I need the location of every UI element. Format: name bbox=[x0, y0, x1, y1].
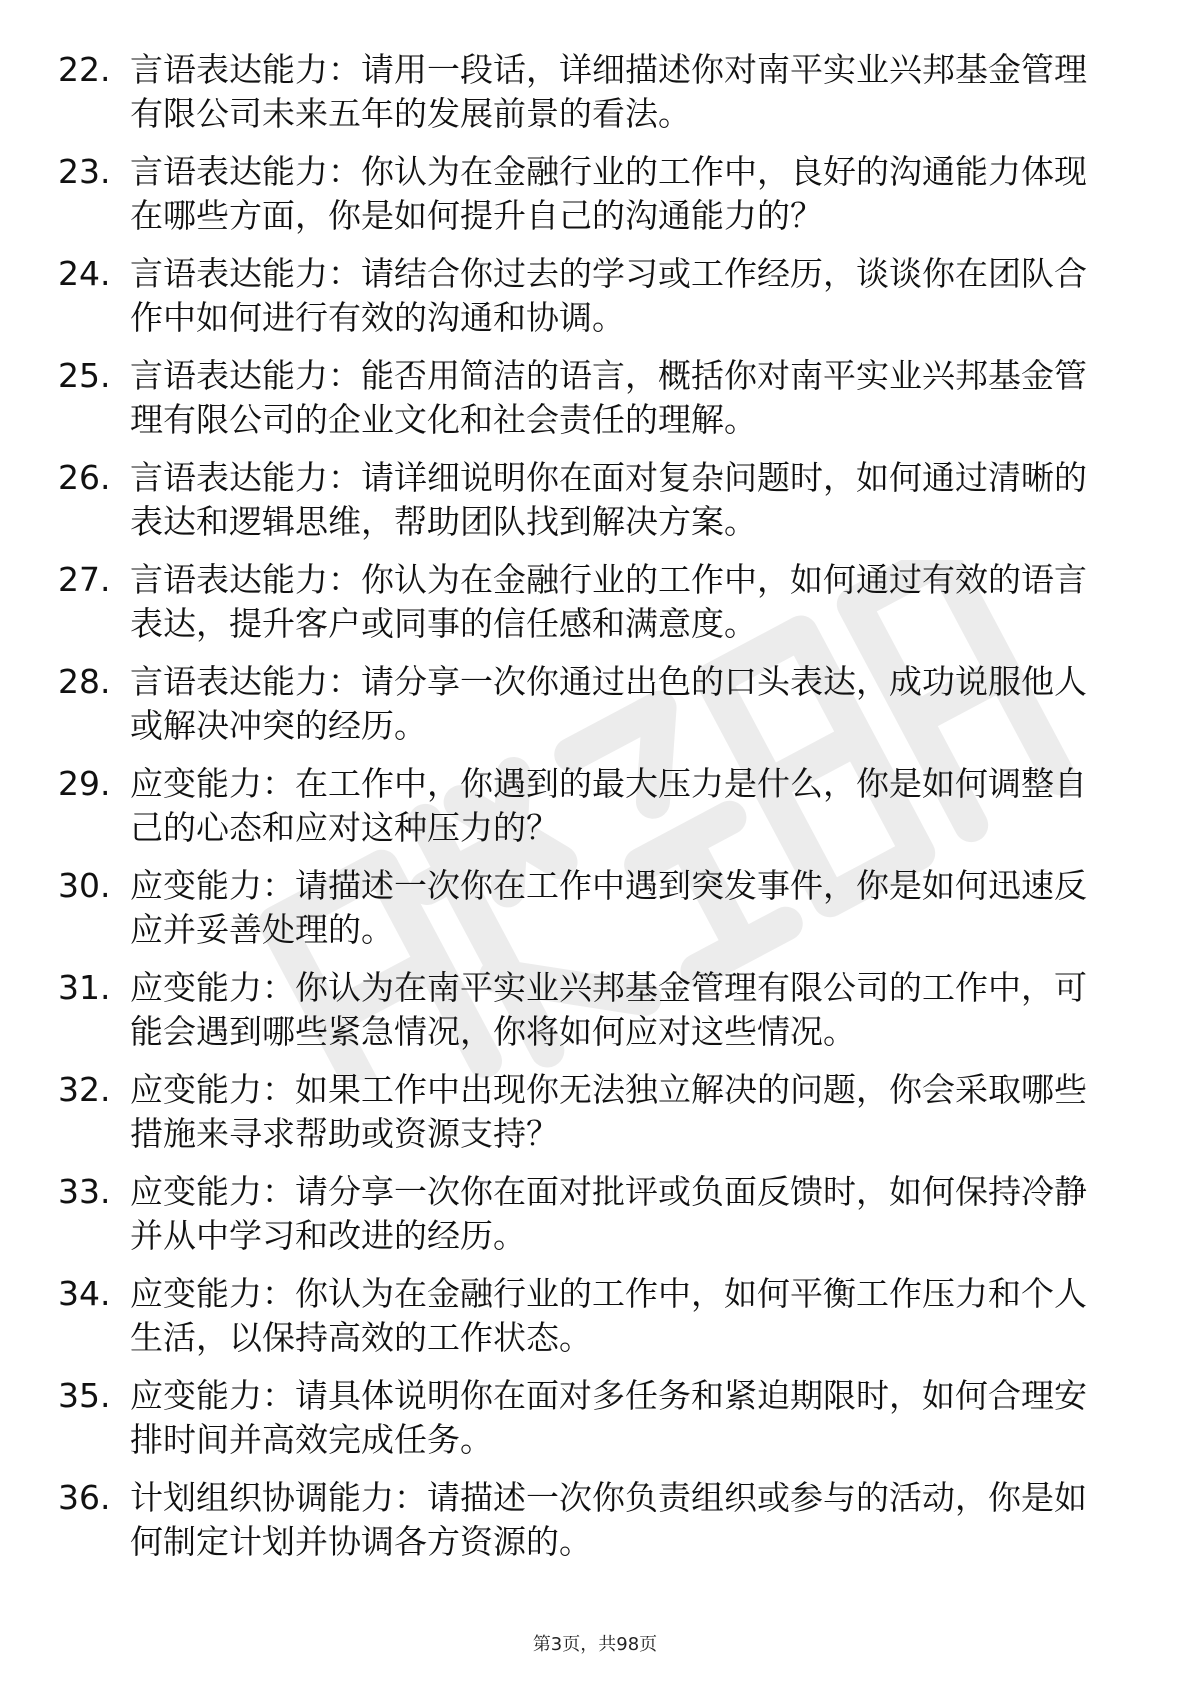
question-item bbox=[58, 1068, 1118, 1156]
question-number: 23. bbox=[58, 152, 111, 191]
question-text: 言语表达能力：你认为在金融行业的工作中，良好的沟通能力体现在哪些方面，你是如何提升自己的沟通能力的？ bbox=[130, 152, 1087, 235]
question-text: 言语表达能力：请结合你过去的学习或工作经历，谈谈你在团队合作中如何进行有效的沟通和协调。 bbox=[130, 254, 1087, 337]
question-text: 应变能力：你认为在金融行业的工作中，如何平衡工作压力和个人生活，以保持高效的工作状态。 bbox=[130, 1274, 1087, 1357]
question-text: 应变能力：请描述一次你在工作中遇到突发事件，你是如何迅速反应并妥善处理的。 bbox=[130, 866, 1087, 949]
question-text: 应变能力：请分享一次你在面对批评或负面反馈时，如何保持冷静并从中学习和改进的经历。 bbox=[130, 1172, 1087, 1255]
question-item bbox=[58, 252, 1118, 340]
question-number: 29. bbox=[58, 764, 111, 803]
question-number: 25. bbox=[58, 356, 111, 395]
question-text: 应变能力：如果工作中出现你无法独立解决的问题，你会采取哪些措施来寻求帮助或资源支持？ bbox=[130, 1070, 1087, 1153]
question-text: 应变能力：在工作中，你遇到的最大压力是什么，你是如何调整自己的心态和应对这种压力的？ bbox=[130, 764, 1087, 847]
question-text: 言语表达能力：请详细说明你在面对复杂问题时，如何通过清晰的表达和逻辑思维，帮助团队找到解决方案。 bbox=[130, 458, 1087, 541]
question-number: 32. bbox=[58, 1070, 111, 1109]
question-text: 言语表达能力：你认为在金融行业的工作中，如何通过有效的语言表达，提升客户或同事的信任感和满意度。 bbox=[130, 560, 1087, 643]
question-text: 言语表达能力：能否用简洁的语言，概括你对南平实业兴邦基金管理有限公司的企业文化和社会责任的理解。 bbox=[130, 356, 1087, 439]
question-number: 26. bbox=[58, 458, 111, 497]
question-text: 应变能力：你认为在南平实业兴邦基金管理有限公司的工作中，可能会遇到哪些紧急情况，你将如何应对这些情况。 bbox=[130, 968, 1087, 1051]
question-item bbox=[58, 1272, 1118, 1360]
question-item bbox=[58, 150, 1118, 238]
question-item bbox=[58, 864, 1118, 952]
question-text: 计划组织协调能力：请描述一次你负责组织或参与的活动，你是如何制定计划并协调各方资源的。 bbox=[130, 1478, 1087, 1561]
question-number: 31. bbox=[58, 968, 111, 1007]
page-footer: 第3页，共98页 bbox=[532, 1634, 658, 1655]
question-item bbox=[58, 762, 1118, 850]
question-list bbox=[58, 48, 1118, 1578]
question-number: 24. bbox=[58, 254, 111, 293]
question-number: 35. bbox=[58, 1376, 111, 1415]
question-item bbox=[58, 354, 1118, 442]
question-number: 30. bbox=[58, 866, 111, 905]
question-item bbox=[58, 558, 1118, 646]
question-number: 22. bbox=[58, 50, 111, 89]
question-number: 34. bbox=[58, 1274, 111, 1313]
question-text: 应变能力：请具体说明你在面对多任务和紧迫期限时，如何合理安排时间并高效完成任务。 bbox=[130, 1376, 1087, 1459]
question-item bbox=[58, 1374, 1118, 1462]
question-text: 言语表达能力：请分享一次你通过出色的口头表达，成功说服他人或解决冲突的经历。 bbox=[130, 662, 1087, 745]
question-item bbox=[58, 48, 1118, 136]
question-text: 言语表达能力：请用一段话，详细描述你对南平实业兴邦基金管理有限公司未来五年的发展前景的看法。 bbox=[130, 50, 1087, 133]
question-item bbox=[58, 966, 1118, 1054]
question-number: 27. bbox=[58, 560, 111, 599]
question-number: 33. bbox=[58, 1172, 111, 1211]
question-item bbox=[58, 456, 1118, 544]
question-item bbox=[58, 1476, 1118, 1564]
question-number: 28. bbox=[58, 662, 111, 701]
question-item bbox=[58, 660, 1118, 748]
question-item bbox=[58, 1170, 1118, 1258]
question-number: 36. bbox=[58, 1478, 111, 1517]
